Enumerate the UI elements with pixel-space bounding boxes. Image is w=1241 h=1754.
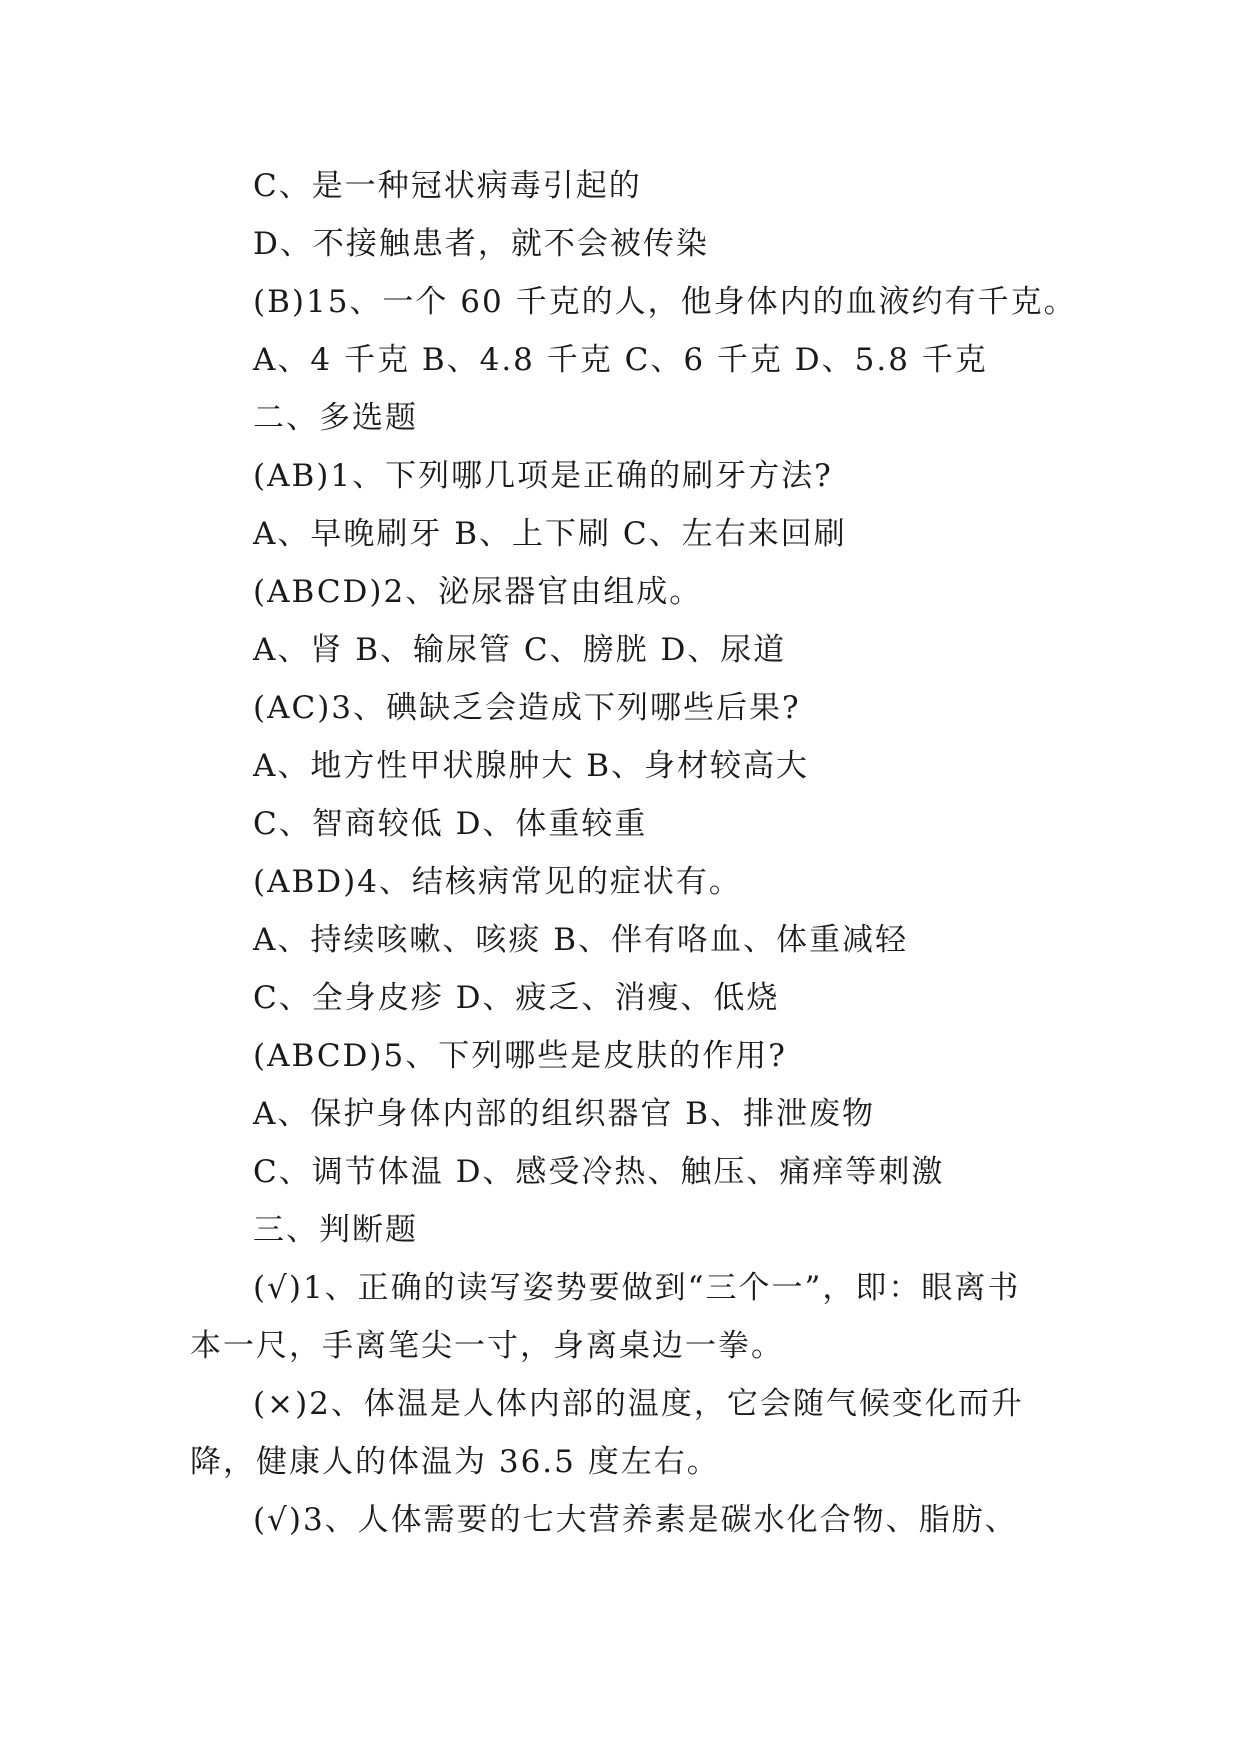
judgement-line: (√)1、正确的读写姿势要做到“三个一”，即：眼离书 (253, 1270, 1021, 1306)
question-line: (AC)3、碘缺乏会造成下列哪些后果? (253, 690, 801, 726)
option-line: C、智商较低 D、体重较重 (253, 806, 648, 842)
question-line: (B)15、一个 60 千克的人，他身体内的血液约有千克。 (253, 284, 1077, 320)
question-line: (ABCD)5、下列哪些是皮肤的作用? (253, 1038, 787, 1074)
judgement-continuation: 本一尺，手离笔尖一寸，身离桌边一拳。 (190, 1328, 784, 1364)
question-line: (ABD)4、结核病常见的症状有。 (253, 864, 742, 900)
option-line: A、肾 B、输尿管 C、膀胱 D、尿道 (253, 632, 787, 668)
option-line: D、不接触患者，就不会被传染 (253, 226, 709, 262)
option-line: A、持续咳嗽、咳痰 B、伴有咯血、体重减轻 (253, 922, 909, 958)
option-line: C、调节体温 D、感受冷热、触压、痛痒等刺激 (253, 1154, 945, 1190)
judgement-line: (√)3、人体需要的七大营养素是碳水化合物、脂肪、 (253, 1502, 1018, 1538)
option-line: C、全身皮疹 D、疲乏、消瘦、低烧 (253, 980, 780, 1016)
document-content (190, 157, 1077, 1549)
question-line: (ABCD)2、泌尿器官由组成。 (253, 574, 703, 610)
option-line: C、是一种冠状病毒引起的 (253, 168, 642, 204)
section-heading: 二、多选题 (253, 400, 418, 436)
question-line: (AB)1、下列哪几项是正确的刷牙方法? (253, 458, 833, 494)
option-line: A、地方性甲状腺肿大 B、身材较高大 (253, 748, 810, 784)
judgement-line: (×)2、体温是人体内部的温度，它会随气候变化而升 (253, 1386, 1024, 1422)
option-line: A、保护身体内部的组织器官 B、排泄废物 (253, 1096, 876, 1132)
section-heading: 三、判断题 (253, 1212, 418, 1248)
option-line: A、早晚刷牙 B、上下刷 C、左右来回刷 (253, 516, 847, 552)
judgement-continuation: 降，健康人的体温为 36.5 度左右。 (190, 1444, 720, 1480)
option-line: A、4 千克 B、4.8 千克 C、6 千克 D、5.8 千克 (253, 342, 988, 378)
